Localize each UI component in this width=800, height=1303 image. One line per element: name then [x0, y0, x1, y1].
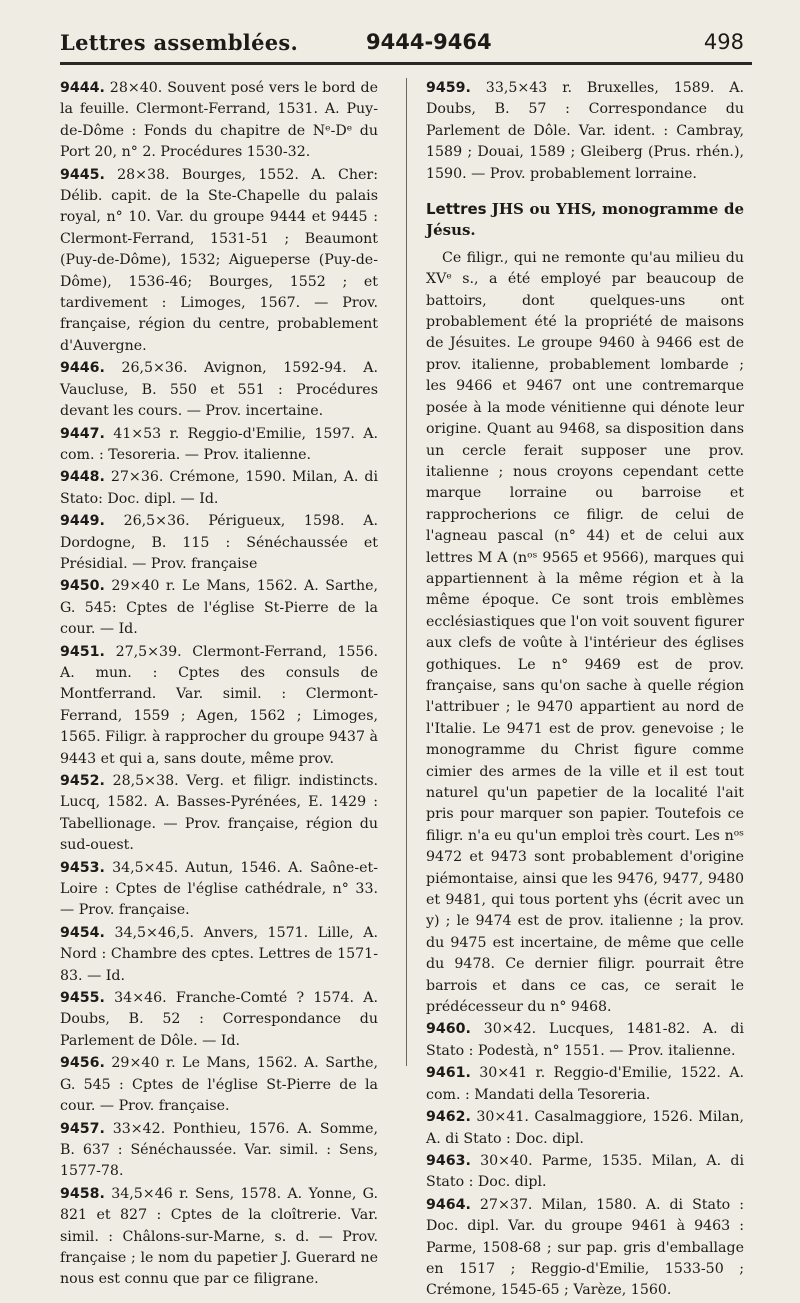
entry-number: 9449.	[60, 513, 105, 530]
entry-number: 9453.	[60, 859, 105, 876]
entry-text: 30×41 r. Reggio-d'Emilie, 1522. A. com. : Mandati della Tesoreria.	[426, 1065, 745, 1103]
entry-number: 9451.	[60, 643, 105, 660]
entry-text: 27×36. Crémone, 1590. Milan, A. di Stato: Doc. dipl. — Id.	[60, 469, 379, 507]
section-keyword: Lettres	[426, 200, 487, 219]
header-range: 9444-9464	[366, 30, 492, 54]
catalog-entry	[426, 1019, 744, 1062]
running-header	[60, 20, 752, 64]
entry-number: 9464.	[426, 1196, 471, 1213]
catalog-entry	[60, 78, 378, 164]
catalog-entry	[426, 1151, 744, 1194]
catalog-entry	[60, 988, 378, 1052]
page-number: 498	[703, 30, 744, 54]
catalog-entry	[60, 165, 378, 358]
entry-text: 28,5×38. Verg. et filigr. indistincts. Lucq, 1582. A. Basses-Pyrénées, E. 1429 : Tabellionage. — Prov. française, région du sud-ouest.	[60, 773, 378, 854]
entry-text: 29×40 r. Le Mans, 1562. A. Sarthe, G. 545 : Cptes de l'église St-Pierre de la cour. — Prov. française.	[60, 1055, 378, 1115]
entry-number: 9447.	[60, 425, 105, 442]
entry-number: 9462.	[426, 1109, 471, 1126]
catalog-entry	[60, 1184, 378, 1291]
catalog-entry	[426, 1107, 744, 1150]
entry-text: 30×40. Parme, 1535. Milan, A. di Stato : Doc. dipl.	[426, 1152, 744, 1191]
right-column-entries-top	[426, 78, 744, 185]
entry-number: 9463.	[426, 1152, 471, 1169]
entry-number: 9458.	[60, 1185, 105, 1202]
entry-number: 9459.	[426, 80, 471, 96]
right-column	[426, 78, 744, 1303]
entry-number: 9452.	[60, 773, 105, 789]
catalog-entry	[60, 1119, 378, 1183]
entry-number: 9444.	[60, 80, 105, 96]
catalog-entry	[60, 771, 378, 857]
catalog-entry	[60, 424, 378, 467]
section-heading	[426, 199, 744, 242]
right-column-entries-bottom	[426, 1019, 744, 1301]
entry-number: 9456.	[60, 1055, 105, 1072]
entry-text: 26,5×36. Avignon, 1592-94. A. Vaucluse, B. 550 et 551 : Procédures devant les cours. — Prov. incertaine.	[60, 360, 379, 420]
catalog-entry	[60, 858, 378, 922]
entry-text: 26,5×36. Périgueux, 1598. A. Dordogne, B. 115 : Sénéchaussée et Présidial. — Prov. française	[60, 513, 378, 572]
header-rule	[60, 62, 752, 65]
entry-text: 30×42. Lucques, 1481-82. A. di Stato : Podestà, n° 1551. — Prov. italienne.	[426, 1021, 745, 1059]
left-column	[60, 78, 378, 1292]
entry-number: 9445.	[60, 166, 105, 183]
section-title: JHS ou YHS, monogramme de Jésus.	[426, 200, 744, 240]
entry-text: 34,5×46,5. Anvers, 1571. Lille, A. Nord : Chambre des cptes. Lettres de 1571-83. — Id.	[60, 924, 378, 984]
entry-text: 41×53 r. Reggio-d'Emilie, 1597. A. com. : Tesoreria. — Prov. italienne.	[60, 425, 379, 463]
catalog-entry	[60, 1053, 378, 1117]
column-divider	[406, 78, 407, 1066]
catalog-entry	[60, 358, 378, 422]
catalog-entry	[60, 923, 378, 987]
entry-number: 9448.	[60, 469, 105, 486]
catalog-entry	[60, 576, 378, 640]
catalog-entry	[426, 1063, 744, 1106]
entry-text: 28×40. Souvent posé vers le bord de la feuille. Clermont-Ferrand, 1531. A. Puy-de-Dôme : Fonds du chapitre de Nᵉ-Dᵉ du Port 20, n° 2. Procédures 1530-32.	[60, 80, 378, 161]
entry-number: 9454.	[60, 924, 105, 941]
catalog-entry	[60, 511, 378, 575]
entry-text: 34,5×46 r. Sens, 1578. A. Yonne, G. 821 et 827 : Cptes de la cloîtrerie. Var. simil. : Châlons-sur-Marne, s. d. — Prov. française ; le nom du papetier J. Guerard ne nous est connu que par ce filigrane.	[60, 1185, 378, 1288]
entry-number: 9446.	[60, 360, 105, 377]
section-text: Ce filigr., qui ne remonte qu'au milieu du XVᵉ s., a été employé par beaucoup de battoirs, dont quelques-uns ont probablement été la propriété de maisons de Jésuites. Le groupe 9460 à 9466 est de prov. italienne, probablement lombarde ; les 9466 et 9467 ont une contremarque posée à la mode vénitienne qui dénote leur origine. Quant au 9468, sa disposition dans un cercle ferait supposer une prov. italienne ; nous croyons cependant cette marque lorraine ou barroise et rapprocherions ce filigr. de celui de l'agneau pascal (n° 44) et de celui aux lettres M A (nᵒˢ 9565 et 9566), marques qui appartiennent à la même région et à la même époque. Ce sont trois emblèmes ecclésiastiques que l'on voit souvent figurer aux clefs de voûte à l'intérieur des églises gothiques. Le n° 9469 est de prov. française, sans qu'on sache à quelle région l'attribuer ; le 9470 appartient au nord de l'Italie. Le 9471 est de prov. genevoise ; le monogramme du Christ figure comme cimier des armes de la ville et il est tout naturel qu'un papetier de la localité l'ait pris pour marquer son papier. Toutefois ce filigr. n'a eu qu'un emploi très court. Les nᵒˢ 9472 et 9473 sont probablement d'origine piémontaise, ainsi que les 9476, 9477, 9480 et 9481, qui tous portent yhs (écrit avec un y) ; le 9474 est de prov. italienne ; la prov. du 9475 est incertaine, de même que celle du 9478. Ce dernier filigr. pourrait être barrois et dans ce cas, ce serait le prédécesseur du n° 9468.	[426, 249, 744, 1016]
entry-text: 27,5×39. Clermont-Ferrand, 1556. A. mun. : Cptes des consuls de Montferrand. Var. simil. : Clermont-Ferrand, 1559 ; Agen, 1562 ; Limoges, 1565. Filigr. à rapprocher du groupe 9437 à 9443 et qui a, sans doute, même prov.	[60, 643, 379, 767]
catalog-entry	[426, 78, 744, 185]
entry-text: 33×42. Ponthieu, 1576. A. Somme, B. 637 : Sénéchaussée. Var. simil. : Sens, 1577-78.	[60, 1120, 378, 1180]
entry-number: 9457.	[60, 1120, 105, 1137]
catalog-entry	[426, 1195, 744, 1302]
entry-text: 27×37. Milan, 1580. A. di Stato : Doc. dipl. Var. du groupe 9461 à 9463 : Parme, 1508-68 ; sur pap. gris d'emballage en 1517 ; Reggio-d'Emilie, 1533-50 ; Crémone, 1545-65 ; Varèze, 1560.	[426, 1196, 744, 1299]
catalog-entry	[60, 642, 378, 770]
header-title: Lettres assemblées.	[60, 30, 299, 55]
entry-text: 33,5×43 r. Bruxelles, 1589. A. Doubs, B. 57 : Correspondance du Parlement de Dôle. Var. ident. : Cambray, 1589 ; Douai, 1589 ; Gleiberg (Prus. rhén.), 1590. — Prov. probablement lorraine.	[426, 80, 744, 182]
entry-text: 30×41. Casalmaggiore, 1526. Milan, A. di Stato : Doc. dipl.	[426, 1109, 744, 1147]
entry-number: 9455.	[60, 990, 105, 1007]
entry-text: 29×40 r. Le Mans, 1562. A. Sarthe, G. 545: Cptes de l'église St-Pierre de la cour. — Id.	[60, 578, 378, 638]
entry-number: 9460.	[426, 1021, 471, 1038]
entry-text: 28×38. Bourges, 1552. A. Cher: Délib. capit. de la Ste-Chapelle du palais royal, n° 10. Var. du groupe 9444 et 9445 : Clermont-Ferrand, 1531-51 ; Beaumont (Puy-de-Dôme), 1532; Aigueperse (Puy-de-Dôme), 1536-46; Bourges, 1552 ; et tardivement : Limoges, 1567. — Prov. française, région du centre, probablement d'Auvergne.	[60, 166, 378, 354]
entry-text: 34×46. Franche-Comté ? 1574. A. Doubs, B. 52 : Correspondance du Parlement de Dôle. — Id.	[60, 990, 379, 1049]
entry-number: 9450.	[60, 578, 105, 595]
entry-text: 34,5×45. Autun, 1546. A. Saône-et-Loire : Cptes de l'église cathédrale, n° 33. — Prov. française.	[60, 859, 378, 919]
catalog-entry	[60, 467, 378, 510]
entry-number: 9461.	[426, 1065, 471, 1082]
